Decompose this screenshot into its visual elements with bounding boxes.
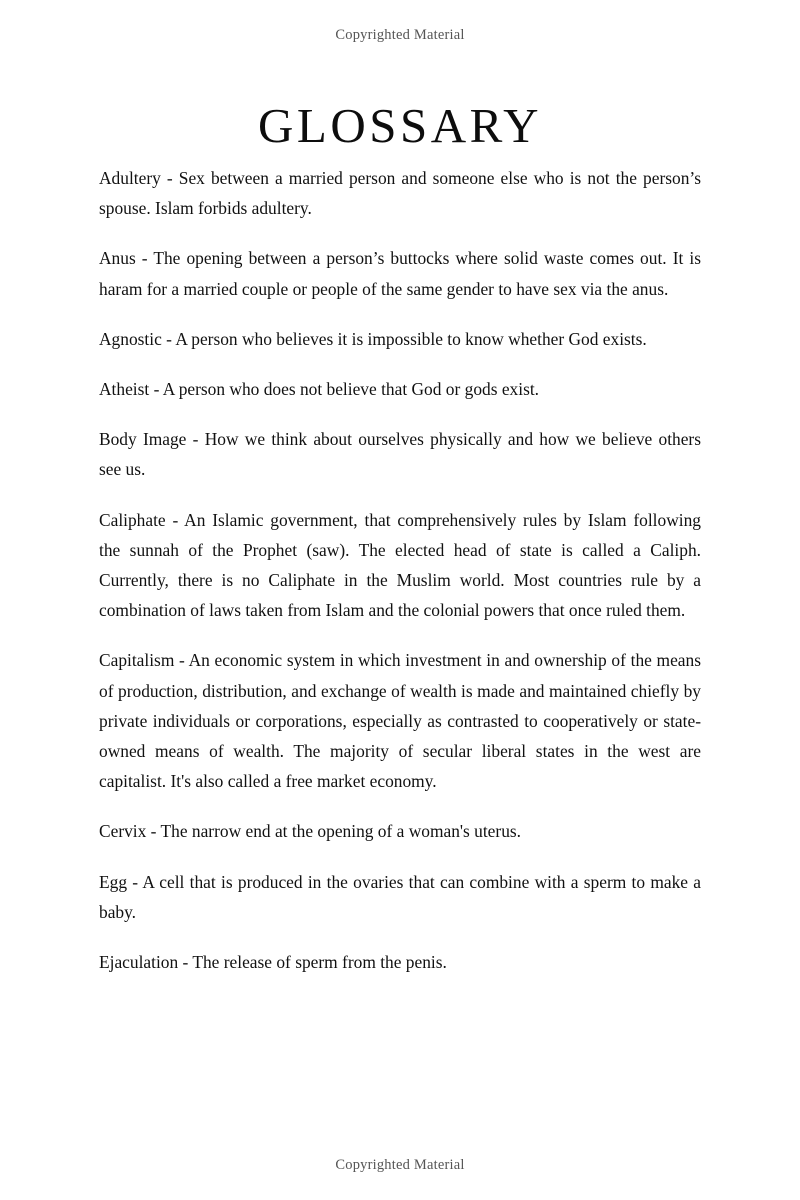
glossary-entries bbox=[99, 163, 701, 977]
glossary-entry: Body Image - How we think about ourselves physically and how we believe others see us. bbox=[99, 429, 701, 480]
page-title: GLOSSARY bbox=[258, 97, 542, 153]
glossary-entry: Capitalism - An economic system in which investment in and ownership of the means of production, distribution, and exchange of wealth is made and maintained chiefly by private individuals or corporations, especially as contrasted to cooperatively or state-owned means of wealth. The majority of secular liberal states in the west are capitalist. It's also called a free market economy. bbox=[99, 650, 701, 792]
glossary-entry: Cervix - The narrow end at the opening of a woman's uterus. bbox=[99, 821, 522, 842]
glossary-entry: Caliphate - An Islamic government, that comprehensively rules by Islam following the sunnah of the Prophet (saw). The elected head of state is called a Caliph. Currently, there is no Caliphate in the Muslim world. Most countries rule by a combination of laws taken from Islam and the colonial powers that once ruled them. bbox=[99, 509, 701, 621]
glossary-entry: Ejaculation - The release of sperm from the penis. bbox=[99, 952, 447, 973]
glossary-entry: Agnostic - A person who believes it is impossible to know whether God exists. bbox=[99, 328, 647, 349]
glossary-entry: Egg - A cell that is produced in the ovaries that can combine with a sperm to make a baby. bbox=[99, 871, 701, 922]
glossary-entry: Anus - The opening between a person’s buttocks where solid waste comes out. It is haram for a married couple or people of the same gender to have sex via the anus. bbox=[99, 248, 701, 299]
glossary-entry: Adultery - Sex between a married person and someone else who is not the person’s spouse. Islam forbids adultery. bbox=[99, 168, 701, 219]
glossary-entry: Atheist - A person who does not believe that God or gods exist. bbox=[99, 379, 540, 400]
copyright-watermark-bottom: Copyrighted Material bbox=[335, 1157, 465, 1173]
copyright-watermark-top: Copyrighted Material bbox=[335, 27, 465, 43]
